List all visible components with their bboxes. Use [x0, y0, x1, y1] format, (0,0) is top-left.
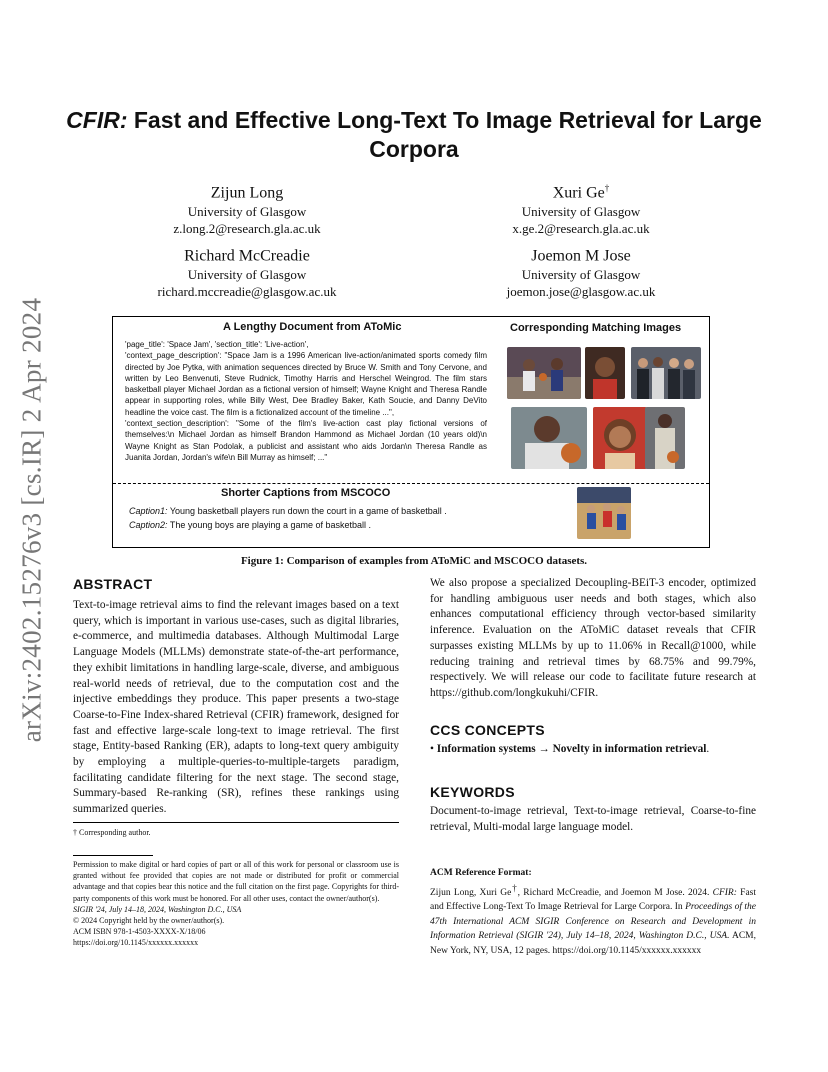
reference-authors-rest: , Richard McCreadie, and Joemon M Jose. 2024.: [517, 887, 713, 898]
author-affiliation: University of Glasgow: [187, 204, 307, 220]
caption-label: Caption2:: [129, 520, 168, 530]
permission-text: Permission to make digital or hard copies of part or all of this work for personal or classroom use is granted without fee provided that copies are not made or distributed for profit or commercial advantage and that copies bear this notice and the full citation on the first page. Copyrights for third-party components of this work must be honored. For all other uses, contact the owner/author(s).: [73, 860, 399, 903]
arxiv-sidebar: [12, 297, 52, 743]
keywords-text: Document-to-image retrieval, Text-to-image retrieval, Coarse-to-fine retrieval, Multi-modal large language model.: [430, 805, 756, 833]
arxiv-identifier: arXiv:2402.15276v3 [cs.IR] 2 Apr 2024: [16, 297, 47, 743]
author-email[interactable]: joemon.jose@glasgow.ac.uk: [506, 284, 656, 300]
permission-rule: [73, 855, 153, 856]
ccs-concept: Information systems → Novelty in information retrieval: [436, 743, 707, 755]
doc-line: 'context_page_description': "Space Jam is a 1996 American live-action/animated sports comedy film directed by Joe Pytka, with animation sequences directed by Bruce W. Smith and Tony Cervone, and written by Leo Benvenuti, Steve Rudnick, Timothy Harris and Herschel Weingrod. The film stars basketball player Michael Jordan as a fictional version of himself; Wayne Knight and Theresa Randle appear in supporting roles, while Billy West, Dee Bradley Baker, Kath Soucie, and Danny DeVito headline the voice cast. The film is a fictionalized account of the timeline ...",: [125, 351, 487, 417]
photo-cast-group: [631, 347, 701, 399]
author-name: Xuri Ge: [552, 184, 605, 202]
author-name: Richard McCreadie: [184, 247, 310, 265]
author-affiliation: University of Glasgow: [187, 267, 307, 283]
author-affiliation: University of Glasgow: [521, 267, 641, 283]
author-block: [117, 241, 377, 300]
abstract-heading: ABSTRACT: [73, 576, 153, 592]
footnote-rule: [73, 822, 399, 823]
reference-body: [430, 881, 756, 959]
reference-venue: Proceedings of the 47th International ACM SIGIR Conference on Research and Development in Information Retrieval (SIGIR '24), July 14–18, 2024, Washington D.C., USA.: [430, 902, 756, 942]
short-captions-heading: Shorter Captions from MSCOCO: [221, 487, 391, 499]
photo-man-basketball: [511, 407, 587, 469]
photo-man-standing: [645, 407, 685, 469]
figure-1: [112, 316, 710, 548]
author-name: Zijun Long: [210, 184, 284, 202]
caption-1: [129, 506, 447, 516]
author-email[interactable]: richard.mccreadie@glasgow.ac.uk: [157, 284, 337, 300]
caption-text: The young boys are playing a game of basketball .: [167, 520, 371, 530]
reference-heading: ACM Reference Format:: [430, 868, 532, 878]
corresponding-footnote: † Corresponding author.: [73, 828, 151, 837]
author-email[interactable]: x.ge.2@research.gla.ac.uk: [512, 221, 650, 237]
reference-authors: Zijun Long, Xuri Ge: [430, 887, 512, 898]
document-text: [125, 339, 487, 463]
permission-block: [73, 859, 399, 949]
author-affiliation: University of Glasgow: [521, 204, 641, 220]
photo-mscoco-basketball: [577, 487, 631, 539]
author-block: [117, 178, 377, 237]
abstract-continuation: We also propose a specialized Decoupling-BEiT-3 encoder, optimized for handling ambiguous user needs and both stages, which also enhances computational efficiency through vector-based similarity inference. Evaluation on the AToMiC dataset reveals that CFIR surpasses existing MLLMs by up to 11.06% in Recall@1000, while reducing training and retrieval times by 68.75% and 99.79%, respectively. We will release our code to facilitate future research at https://github.com/longkukuhi/CFIR.: [430, 577, 756, 699]
caption-label: Caption1:: [129, 506, 168, 516]
caption-text: Young basketball players run down the court in a game of basketball .: [167, 506, 447, 516]
photo-basketball-game: [507, 347, 581, 399]
paper-title: [60, 106, 768, 164]
author-mark: †: [604, 183, 610, 193]
ccs-item: [430, 742, 756, 758]
keywords-heading: KEYWORDS: [430, 784, 515, 800]
ccs-period: .: [706, 743, 710, 755]
doi-line[interactable]: https://doi.org/10.1145/xxxxxx.xxxxxx: [73, 938, 199, 948]
author-block: [451, 241, 711, 300]
author-block: [451, 178, 711, 237]
ccs-bullet: •: [430, 743, 434, 755]
ccs-heading: CCS CONCEPTS: [430, 722, 545, 738]
doc-heading: A Lengthy Document from AToMic: [223, 321, 402, 333]
doc-line: 'context_section_description': "Some of the film's live-action cast play fictional versions of themselves:\n Michael Jordan as himself Brandon Hammond as Michael Jordan (10 years old)\n Wayne Knight as Stan Podolak, a publicist and assistant who aids Jordan\n Theresa Randle as Juanita Jordan, Jordan's wife\n Bill Murray as himself; ...": [125, 419, 487, 462]
author-name: Joemon M Jose: [531, 247, 631, 265]
photo-woman-portrait: [593, 407, 647, 469]
reference-title-emph: CFIR:: [712, 887, 737, 898]
figure-caption: Figure 1: Comparison of examples from AToMiC and MSCOCO datasets.: [240, 555, 588, 567]
reference-tail: ACM, New York, NY, USA, 12 pages. https://doi.org/10.1145/xxxxxx.xxxxxx: [430, 931, 756, 956]
copyright-line: © 2024 Copyright held by the owner/author(s).: [73, 916, 225, 926]
doc-line: 'page_title': 'Space Jam', 'section_title': 'Live-action',: [125, 340, 309, 349]
reference-title: Fast and Effective Long-Text To Image Retrieval for Large Corpora. In: [430, 887, 756, 913]
conference-line: SIGIR '24, July 14–18, 2024, Washington D.C., USA: [73, 904, 242, 914]
isbn-line: ACM ISBN 978-1-4503-XXXX-X/18/06: [73, 927, 206, 937]
images-heading: Corresponding Matching Images: [510, 322, 682, 334]
acm-reference: [430, 866, 756, 958]
author-email[interactable]: z.long.2@research.gla.ac.uk: [173, 221, 321, 237]
caption-2: [129, 520, 371, 530]
title-emph: CFIR:: [66, 107, 128, 133]
photo-jordan-portrait: [585, 347, 625, 399]
reference-mark: †: [511, 882, 518, 893]
title-rest: Fast and Effective Long-Text To Image Retrieval for Large Corpora: [127, 107, 762, 162]
abstract-text: Text-to-image retrieval aims to find the relevant images based on a text query, which is important in various use-cases, such as digital libraries, e-commerce, and multimedia databases. Although Multimodal Large Language Models (MLLMs) demonstrate state-of-the-art performance, they exhibit limitations in handling large-scale, diverse, and ambiguous real-world needs of retrieval, due to the computation cost and the injective embeddings they produce. This paper presents a two-stage Coarse-to-Fine Index-shared Retrieval (CFIR) framework, designed for fast and effective large-scale long-text to image retrieval. The first stage, Entity-based Ranking (ER), adapts to long-text query ambiguity by employing a multiple-queries-to-multiple-targets paradigm, facilitating candidate filtering for the next stage. The second stage, Summary-based Re-ranking (SR), refines these rankings using summarized queries.: [73, 599, 399, 816]
section-divider: [113, 483, 709, 484]
